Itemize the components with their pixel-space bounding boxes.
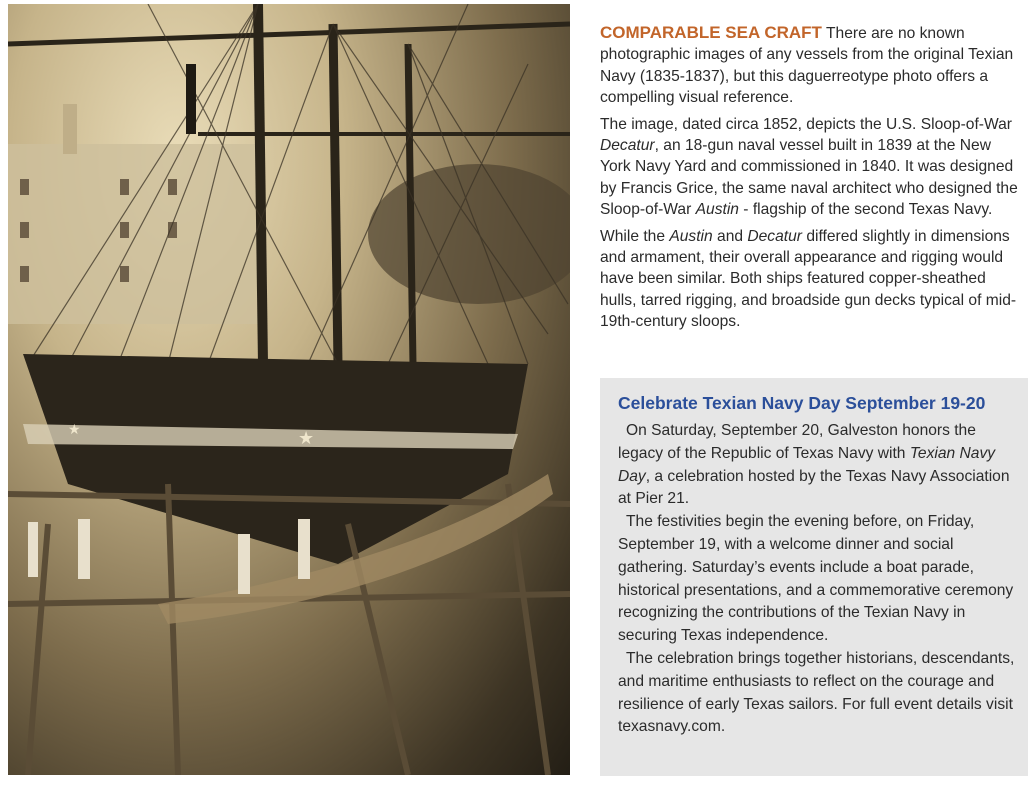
sidebar-paragraph-1 <box>618 420 1018 511</box>
p2-part-b: , an 18-gun naval vessel built in 1839 at the New York Navy Yard and commissioned in 1840. It was designed by Francis Grice, the same naval architect who designed the Sloop-of-War <box>600 137 1018 219</box>
sidebar-paragraph-2: The festivities begin the evening before, on Friday, September 19, with a welcome dinner and social gathering. Saturday’s events include a boat parade, historical presentations, and a commemorative ceremony recognizing the contributions of the Texian Navy in securing Texas independence. <box>618 513 1014 645</box>
ship-photo-illustration <box>8 4 570 775</box>
chimney <box>63 104 77 154</box>
article-paragraph-1 <box>600 22 1025 109</box>
ship-name-decatur: Decatur <box>600 137 655 155</box>
p2-part-c: - flagship of the second Texas Navy. <box>738 201 993 219</box>
event-sidebar <box>600 378 1028 776</box>
trees <box>368 164 570 304</box>
ship-name-decatur-2: Decatur <box>747 227 802 245</box>
p3-part-c: differed slightly in dimensions and armament, their overall appearance and rigging would have been similar. Both ships featured copper-sheathed hulls, tarred rigging, and broadside gun decks typical of mid-19th-century sloops. <box>600 227 1017 331</box>
ship-name-austin-2: Austin <box>669 227 713 245</box>
article-paragraph-2 <box>600 114 1025 221</box>
ship-photo <box>8 4 570 775</box>
article-text <box>600 22 1025 338</box>
p3-part-b: and <box>712 227 748 245</box>
sidebar-p1-a: On Saturday, September 20, Galveston honors the legacy of the Republic of Texas Navy with <box>618 422 976 462</box>
sailor-on-mast <box>186 64 196 134</box>
sidebar-p1-b: , a celebration hosted by the Texas Navy Association at Pier 21. <box>618 467 1010 508</box>
sidebar-paragraph-3: The celebration brings together historians, descendants, and maritime enthusiasts to reflect on the courage and resilience of early Texas sailors. For full event details visit texasnavy.com. <box>618 649 1015 736</box>
p2-part-a: The image, dated circa 1852, depicts the U.S. Sloop-of-War <box>600 115 1012 133</box>
article-p1-text: There are no known photographic images of any vessels from the original Texian Navy (1835-1837), but this daguerreotype photo offers a compelling visual reference. <box>600 25 1014 107</box>
sidebar-title: Celebrate Texian Navy Day September 19-20 <box>618 393 986 413</box>
hull-star-2: ★ <box>68 421 81 437</box>
article-paragraph-3 <box>600 226 1025 333</box>
hull-star: ★ <box>298 428 315 448</box>
article-kicker: COMPARABLE SEA CRAFT <box>600 23 822 42</box>
sidebar-content <box>618 392 1018 739</box>
ship-name-austin: Austin <box>695 201 739 219</box>
p3-part-a: While the <box>600 227 670 245</box>
navy-yard-building <box>8 144 258 324</box>
event-name: Texian Navy Day <box>618 444 996 485</box>
